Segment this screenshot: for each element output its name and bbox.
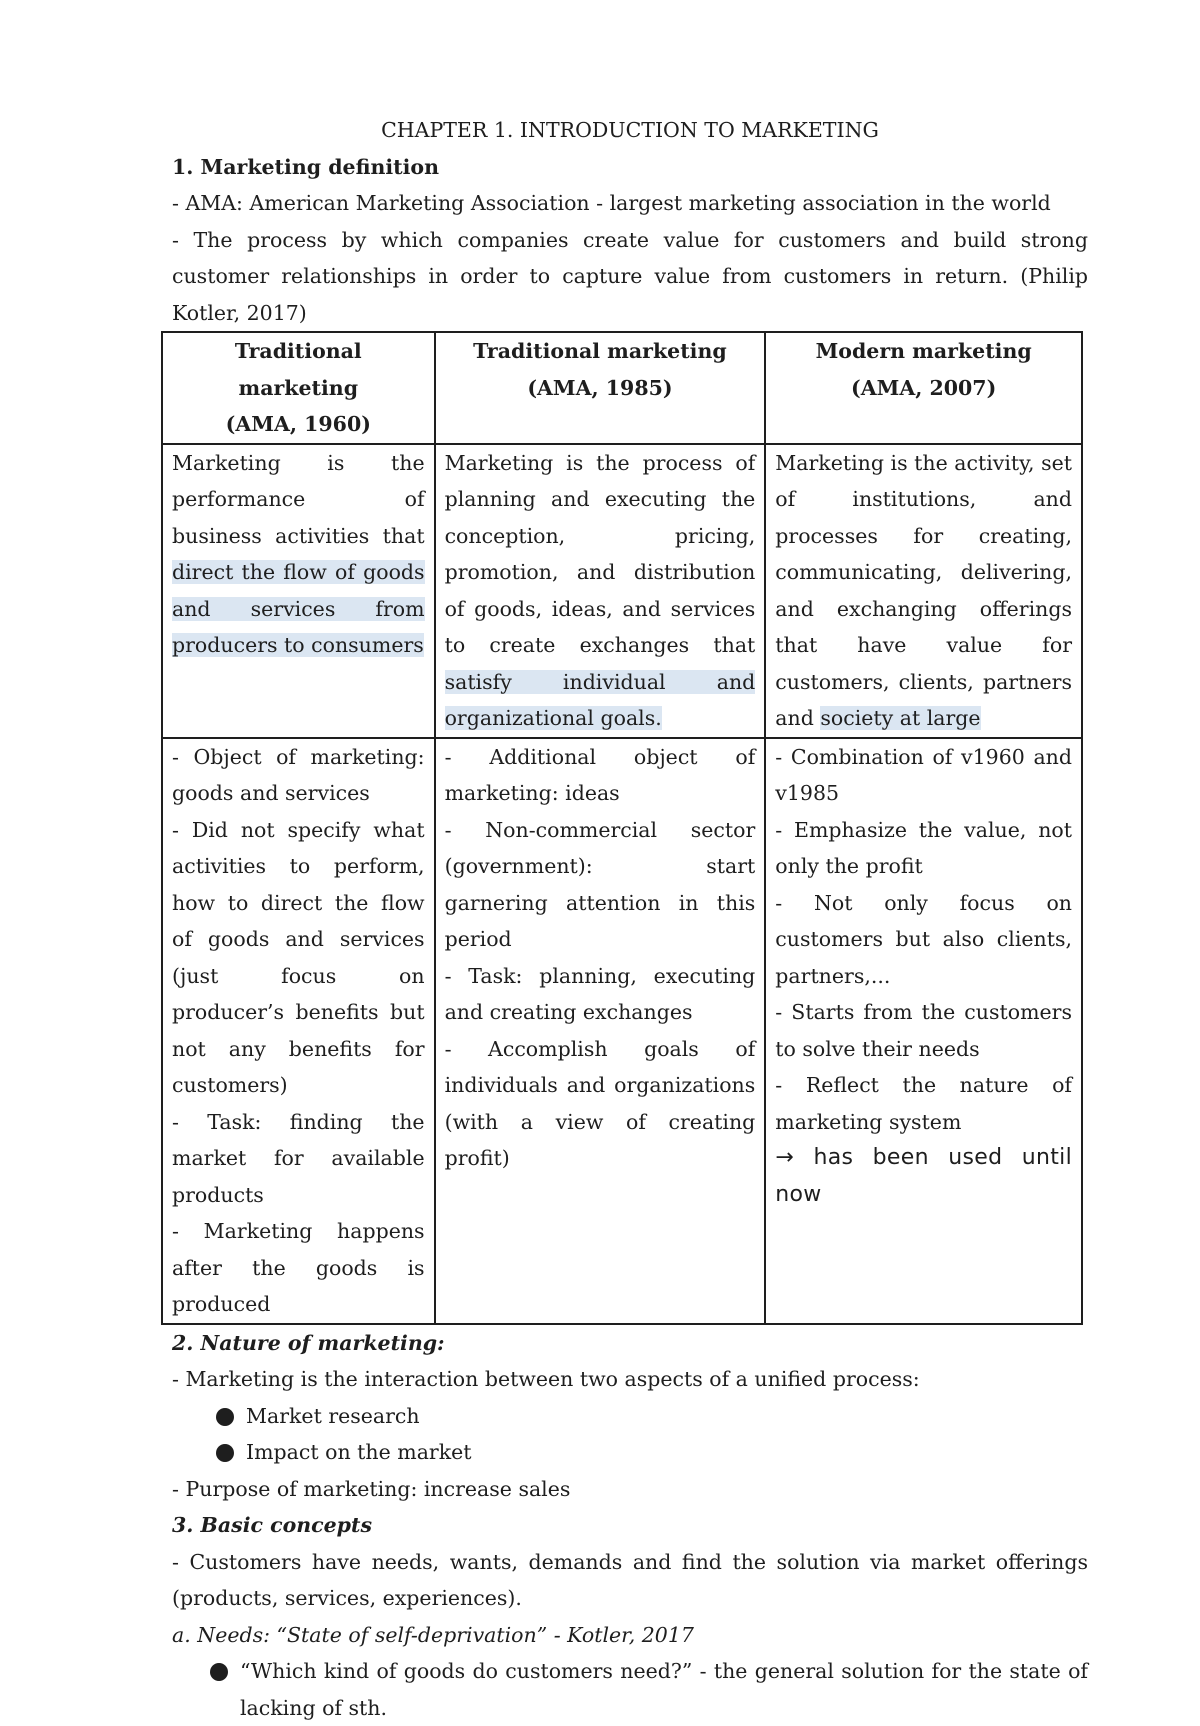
ama-line: - AMA: American Marketing Association - largest marketing association in the world (172, 191, 1051, 215)
notes-cell: - Object of marketing: goods and services - Did not specify what activities to perform, how to direct the flow of goods and services (just focus on producer’s benefits but not any benefits for customers) - Task: finding the market for available products - Marketing happens after the goods is produced (162, 738, 435, 1324)
highlighted-text: satisfy individual and organizational goals. (444, 669, 756, 730)
header-cell: Traditional marketing (AMA, 1960) (162, 332, 435, 444)
highlighted-text: society at large (820, 706, 981, 730)
bullet-icon (210, 1663, 228, 1681)
document-page (172, 112, 1088, 1726)
header-cell: Traditional marketing (AMA, 1985) (435, 332, 766, 444)
highlighted-text: direct the flow of goods and services from producers to consumers (172, 560, 425, 657)
notes-cell: - Additional object of marketing: ideas - Non-commercial sector (government): start garnering attention in this period - Task: planning, executing and creating exchanges - Accomplish goals of individuals and organizations (with a view of creating profit) (435, 738, 766, 1324)
list-item: Market research (172, 1398, 1088, 1435)
section-heading-nature: 2. Nature of marketing: (172, 1330, 445, 1355)
conclusion-text: → has been used until now (775, 1145, 1072, 1207)
table-row-definition (162, 444, 1082, 738)
definition-comparison-table (161, 331, 1083, 1325)
table-header-row (162, 332, 1082, 444)
definition-cell: Marketing is the process of planning and executing the conception, pricing, promotion, and distribution of goods, ideas, and services to create exchanges that satisfy individual and organizational goals. (435, 444, 766, 738)
bullet-icon (216, 1444, 234, 1462)
definition-cell: Marketing is the activity, set of institutions, and processes for creating, communicating, delivering, and exchanging offerings that have value for customers, clients, partners and society at large (765, 444, 1082, 738)
concepts-intro: - Customers have needs, wants, demands and find the solution via market offerings (products, services, experiences). (172, 1549, 1088, 1610)
kotler-definition: - The process by which companies create value for customers and build strong customer relationships in order to capture value from customers in return. (Philip Kotler, 2017) (172, 227, 1088, 325)
section-heading-definition: 1. Marketing definition (172, 154, 440, 179)
table-row-notes (162, 738, 1082, 1324)
list-item: “Which kind of goods do customers need?” - the general solution for the state of lacking of sth. (172, 1653, 1088, 1726)
header-cell: Modern marketing (AMA, 2007) (765, 332, 1082, 444)
definition-cell: Marketing is the performance of business activities that direct the flow of goods and services from producers to consumers (162, 444, 435, 738)
notes-cell: - Combination of v1960 and v1985 - Emphasize the value, not only the profit - Not only focus on customers but also clients, partners,... - Starts from the customers to solve their needs - Reflect the nature of marketing system → has been used until now (765, 738, 1082, 1324)
list-item: Impact on the market (172, 1434, 1088, 1471)
chapter-title: CHAPTER 1. INTRODUCTION TO MARKETING (381, 118, 879, 142)
needs-subheading: a. Needs: “State of self-deprivation” - Kotler, 2017 (172, 1622, 694, 1647)
bullet-icon (216, 1408, 234, 1426)
nature-intro: - Marketing is the interaction between two aspects of a unified process: (172, 1367, 920, 1391)
section-heading-concepts: 3. Basic concepts (172, 1513, 373, 1537)
purpose-line: - Purpose of marketing: increase sales (172, 1476, 571, 1501)
